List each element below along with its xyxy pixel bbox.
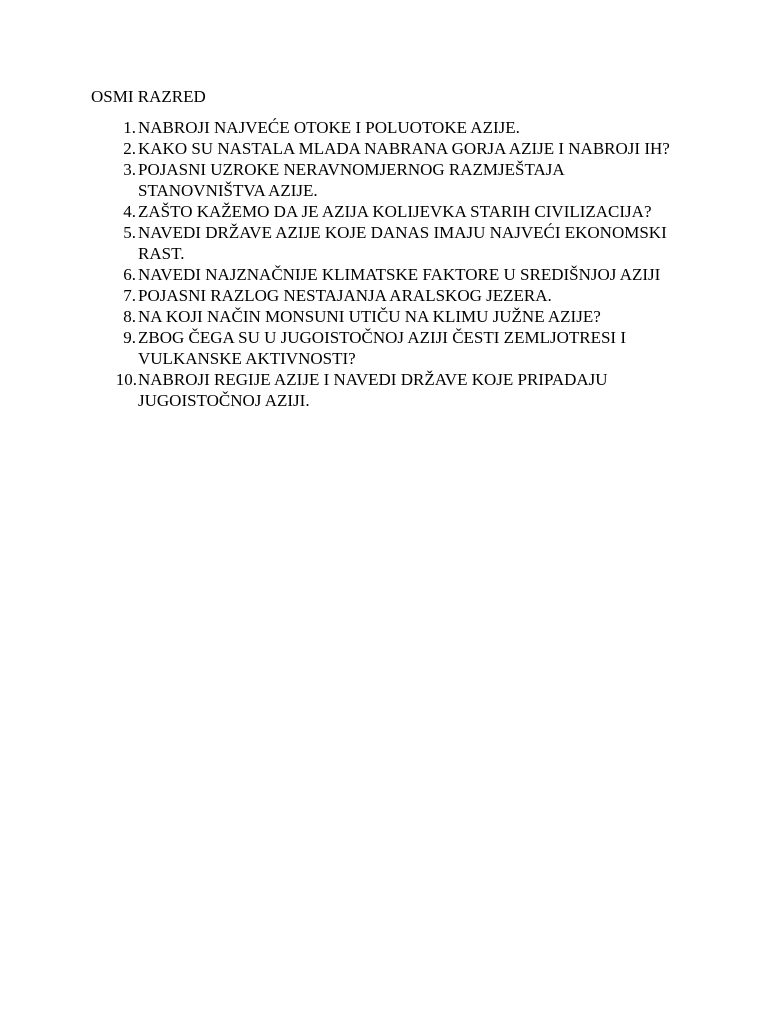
question-number: 9.: [123, 328, 136, 347]
question-number: 5.: [123, 223, 136, 242]
question-text: NAVEDI DRŽAVE AZIJE KOJE DANAS IMAJU NAJVEĆI EKONOMSKI RAST.: [138, 223, 667, 263]
question-list: [91, 117, 691, 411]
question-text: NAVEDI NAJZNAČNIJE KLIMATSKE FAKTORE U SREDIŠNJOJ AZIJI: [138, 265, 661, 284]
question-text: POJASNI UZROKE NERAVNOMJERNOG RAZMJEŠTAJA STANOVNIŠTVA AZIJE.: [138, 160, 564, 200]
question-number: 1.: [123, 118, 136, 137]
question-number: 4.: [123, 202, 136, 221]
document-heading: OSMI RAZRED: [91, 87, 206, 106]
question-text: POJASNI RAZLOG NESTAJANJA ARALSKOG JEZERA.: [138, 286, 552, 305]
question-item: [91, 138, 691, 159]
question-item: [91, 327, 691, 369]
question-item: [91, 159, 691, 201]
question-text: NABROJI NAJVEĆE OTOKE I POLUOTOKE AZIJE.: [138, 118, 520, 137]
question-number: 8.: [123, 307, 136, 326]
question-number: 2.: [123, 139, 136, 158]
question-item: [91, 264, 691, 285]
question-number: 3.: [123, 160, 136, 179]
question-item: [91, 201, 691, 222]
question-text: NABROJI REGIJE AZIJE I NAVEDI DRŽAVE KOJE PRIPADAJU JUGOISTOČNOJ AZIJI.: [138, 370, 608, 410]
question-item: [91, 222, 691, 264]
question-item: [91, 117, 691, 138]
question-item: [91, 285, 691, 306]
question-number: 6.: [123, 265, 136, 284]
question-text: KAKO SU NASTALA MLADA NABRANA GORJA AZIJE I NABROJI IH?: [138, 139, 670, 158]
question-number: 7.: [123, 286, 136, 305]
question-text: ZAŠTO KAŽEMO DA JE AZIJA KOLIJEVKA STARIH CIVILIZACIJA?: [138, 202, 652, 221]
question-text: ZBOG ČEGA SU U JUGOISTOČNOJ AZIJI ČESTI ZEMLJOTRESI I VULKANSKE AKTIVNOSTI?: [138, 328, 626, 368]
question-item: [91, 369, 691, 411]
question-item: [91, 306, 691, 327]
question-number: 10.: [115, 370, 137, 389]
question-text: NA KOJI NAČIN MONSUNI UTIČU NA KLIMU JUŽNE AZIJE?: [138, 307, 601, 326]
